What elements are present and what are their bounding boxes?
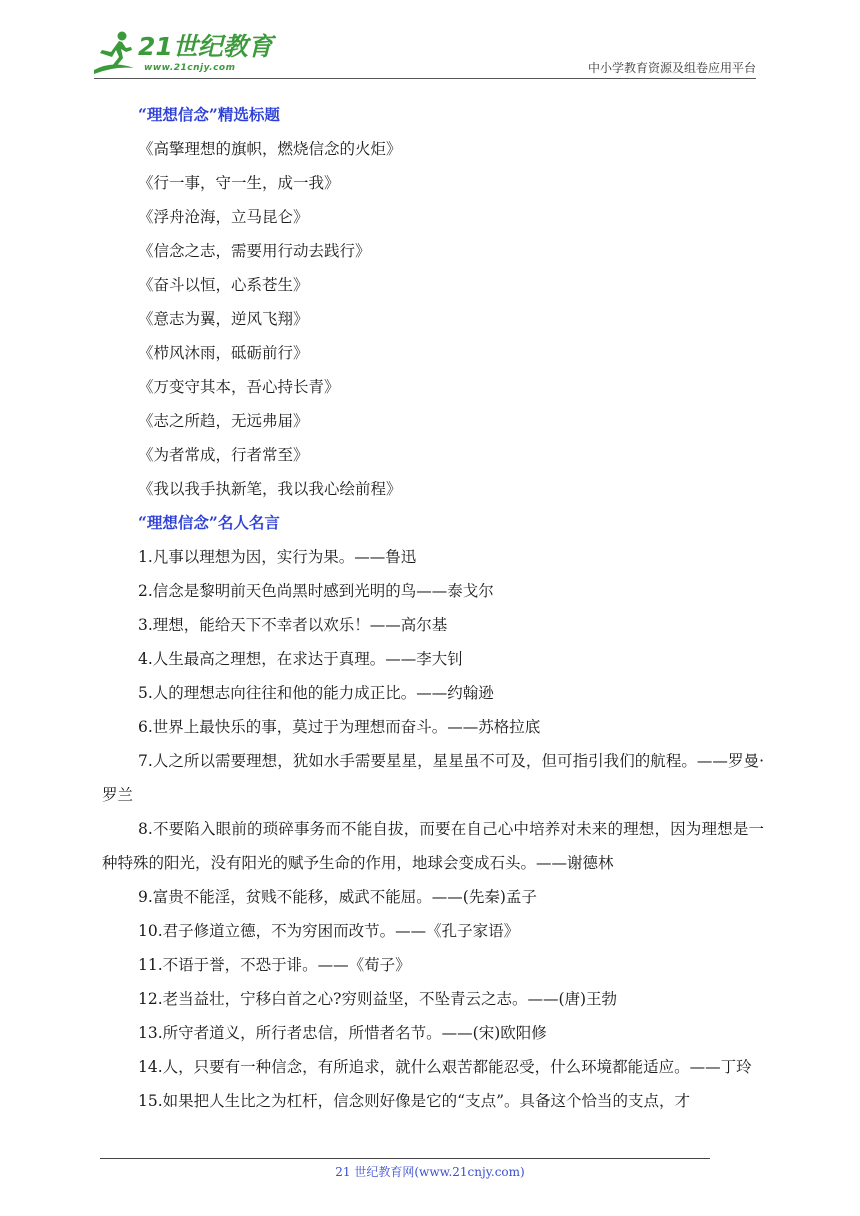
quote-item: 5.人的理想志向往往和他的能力成正比。——约翰逊 xyxy=(138,684,494,702)
footer-site-link[interactable]: 21 世纪教育网(www.21cnjy.com) xyxy=(335,1165,525,1179)
page-header xyxy=(0,0,860,82)
quote-item: 8.不要陷入眼前的琐碎事务而不能自拔，而要在自己心中培养对未来的理想，因为理想是一种特殊的阳光，没有阳光的赋予生命的作用，地球会变成石头。——谢德林 xyxy=(102,820,764,872)
section-heading-titles: “理想信念”精选标题 xyxy=(138,105,280,124)
title-list xyxy=(102,132,764,506)
title-item: 《高擎理想的旗帜，燃烧信念的火炬》 xyxy=(138,140,402,158)
title-item: 《万变守其本，吾心持长青》 xyxy=(138,378,340,396)
quote-list xyxy=(102,540,764,1118)
document-body xyxy=(102,98,764,1118)
quote-item: 2.信念是黎明前天色尚黑时感到光明的鸟——泰戈尔 xyxy=(138,582,494,600)
quote-item: 6.世界上最快乐的事，莫过于为理想而奋斗。——苏格拉底 xyxy=(138,718,541,736)
title-item: 《栉风沐雨，砥砺前行》 xyxy=(138,344,309,362)
title-item: 《信念之志，需要用行动去践行》 xyxy=(138,242,371,260)
quote-item: 13.所守者道义，所行者忠信，所惜者名节。——(宋)欧阳修 xyxy=(138,1024,547,1042)
platform-name: 中小学教育资源及组卷应用平台 xyxy=(587,61,756,75)
logo-url: www.21cnjy.com xyxy=(144,63,236,73)
quote-item: 11.不语于誉，不恐于诽。——《荀子》 xyxy=(138,956,411,974)
title-item: 《为者常成，行者常至》 xyxy=(138,446,309,464)
title-item: 《志之所趋，无远弗届》 xyxy=(138,412,309,430)
quote-item: 12.老当益壮，宁移白首之心?穷则益坚，不坠青云之志。——(唐)王勃 xyxy=(138,990,618,1008)
footer-divider xyxy=(100,1158,710,1159)
title-item: 《浮舟沧海，立马昆仑》 xyxy=(138,208,309,226)
site-logo[interactable] xyxy=(92,30,273,78)
header-divider xyxy=(94,78,756,79)
logo-title: 21世纪教育 xyxy=(138,32,273,61)
title-item: 《奋斗以恒，心系苍生》 xyxy=(138,276,309,294)
quote-item: 10.君子修道立德，不为穷困而改节。——《孔子家语》 xyxy=(138,922,520,940)
quote-item: 7.人之所以需要理想，犹如水手需要星星，星星虽不可及，但可指引我们的航程。——罗曼·罗兰 xyxy=(102,752,764,804)
quote-item: 4.人生最高之理想，在求达于真理。——李大钊 xyxy=(138,650,463,668)
quote-item: 1.凡事以理想为因，实行为果。——鲁迅 xyxy=(138,548,417,566)
quote-item: 3.理想，能给天下不幸者以欢乐！——高尔基 xyxy=(138,616,448,634)
title-item: 《意志为翼，逆风飞翔》 xyxy=(138,310,309,328)
runner-logo-icon xyxy=(92,30,136,76)
quote-item: 15.如果把人生比之为杠杆，信念则好像是它的“支点”。具备这个恰当的支点，才 xyxy=(138,1092,691,1110)
quote-item: 9.富贵不能淫，贫贱不能移，威武不能屈。——(先秦)孟子 xyxy=(138,888,537,906)
title-item: 《行一事，守一生，成一我》 xyxy=(138,174,340,192)
quote-item: 14.人，只要有一种信念，有所追求，就什么艰苦都能忍受，什么环境都能适应。——丁玲 xyxy=(138,1058,752,1076)
title-item: 《我以我手执新笔，我以我心绘前程》 xyxy=(138,480,402,498)
section-heading-quotes: “理想信念”名人名言 xyxy=(138,513,280,532)
